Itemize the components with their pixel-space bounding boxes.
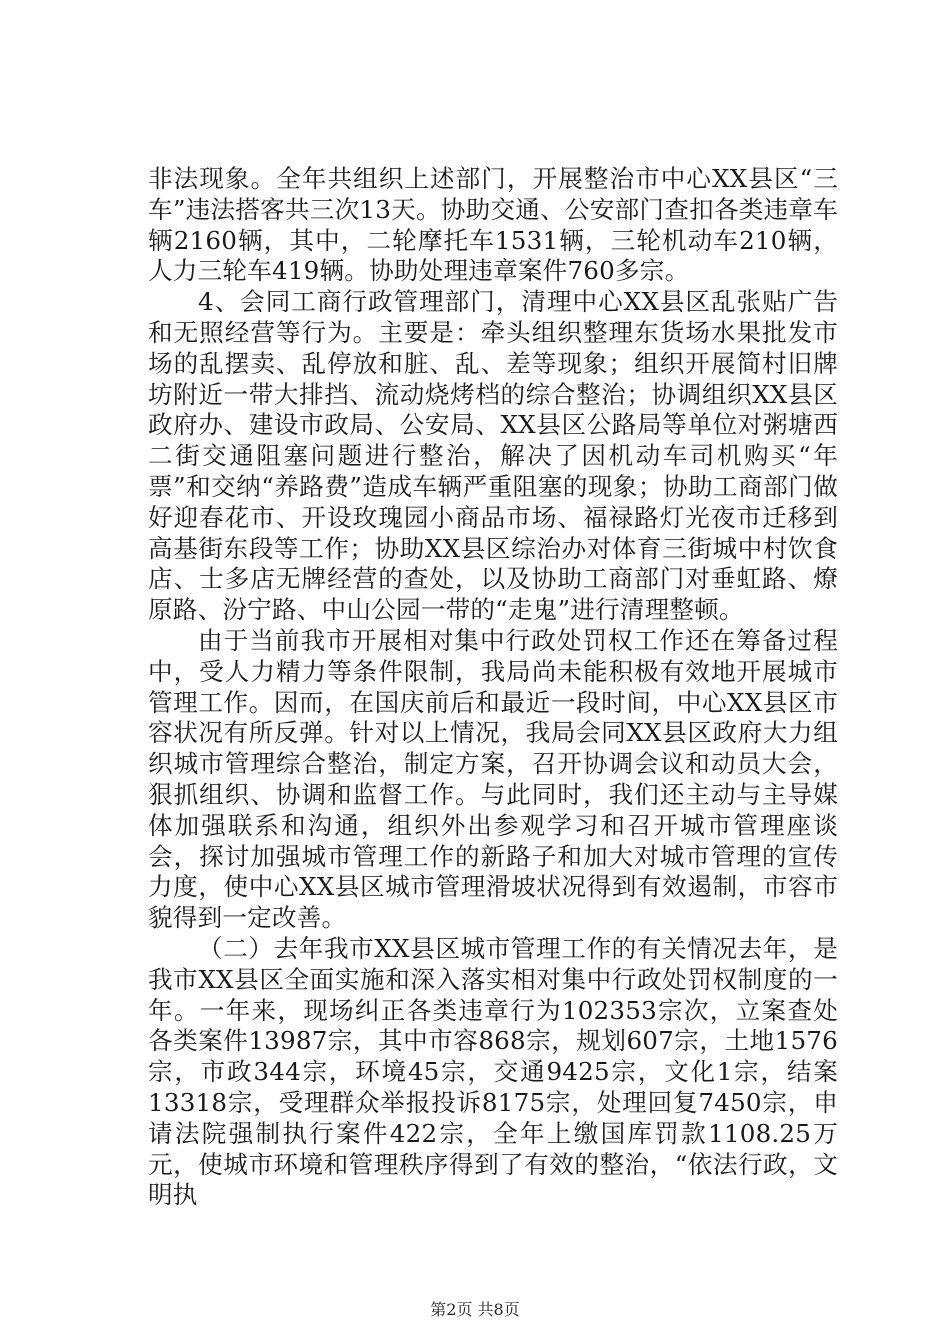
paragraph-item-4: 4、会同工商行政管理部门，清理中心XX县区乱张贴广告和无照经营等行为。主要是：牵头组织整理东货场水果批发市场的乱摆卖、乱停放和脏、乱、差等现象；组织开展简村旧牌坊附近一带大排挡、流动烧烤档的综合整治；协调组织XX县区政府办、建设市政局、公安局、XX县区公路局等单位对粥塘西二街交通阻塞问题进行整治，解决了因机动车司机购买“年票”和交纳“养路费”造成车辆严重阻塞的现象；协助工商部门做好迎春花市、开设玫瑰园小商品市场、福禄路灯光夜市迁移到高基街东段等工作；协助XX县区综治办对体育三街城中村饮食店、士多店无牌经营的查处，以及协助工商部门对垂虹路、燎原路、汾宁路、中山公园一带的“走鬼”进行清理整顿。: [148, 287, 838, 625]
document-body: [148, 164, 838, 1211]
page-number-footer: 第2页 共8页: [430, 1300, 520, 1319]
paragraph-summary: 由于当前我市开展相对集中行政处罚权工作还在筹备过程中，受人力精力等条件限制，我局尚未能积极有效地开展城市管理工作。因而，在国庆前后和最近一段时间，中心XX县区市容状况有所反弹。针对以上情况，我局会同XX县区政府大力组织城市管理综合整治，制定方案，召开协调会议和动员大会，狠抓组织、协调和监督工作。与此同时，我们还主动与主导媒体加强联系和沟通，组织外出参观学习和召开城市管理座谈会，探讨加强城市管理工作的新路子和加大对城市管理的宣传力度，使中心XX县区城市管理滑坡状况得到有效遏制，市容市貌得到一定改善。: [148, 625, 838, 933]
paragraph-continued: 非法现象。全年共组织上述部门，开展整治市中心XX县区“三车”违法搭客共三次13天。协助交通、公安部门查扣各类违章车辆2160辆，其中，二轮摩托车1531辆，三轮机动车210辆，人力三轮车419辆。协助处理违章案件760多宗。: [148, 164, 838, 286]
paragraph-section-2: （二）去年我市XX县区城市管理工作的有关情况去年，是我市XX县区全面实施和深入落实相对集中行政处罚权制度的一年。一年来，现场纠正各类违章行为102353宗次，立案查处各类案件13987宗，其中市容868宗，规划607宗，土地1576宗，市政344宗，环境45宗，交通9425宗，文化1宗，结案13318宗，受理群众举报投诉8175宗，处理回复7450宗，申请法院强制执行案件422宗，全年上缴国库罚款1108.25万元，使城市环境和管理秩序得到了有效的整治，“依法行政，文明执: [148, 933, 838, 1210]
